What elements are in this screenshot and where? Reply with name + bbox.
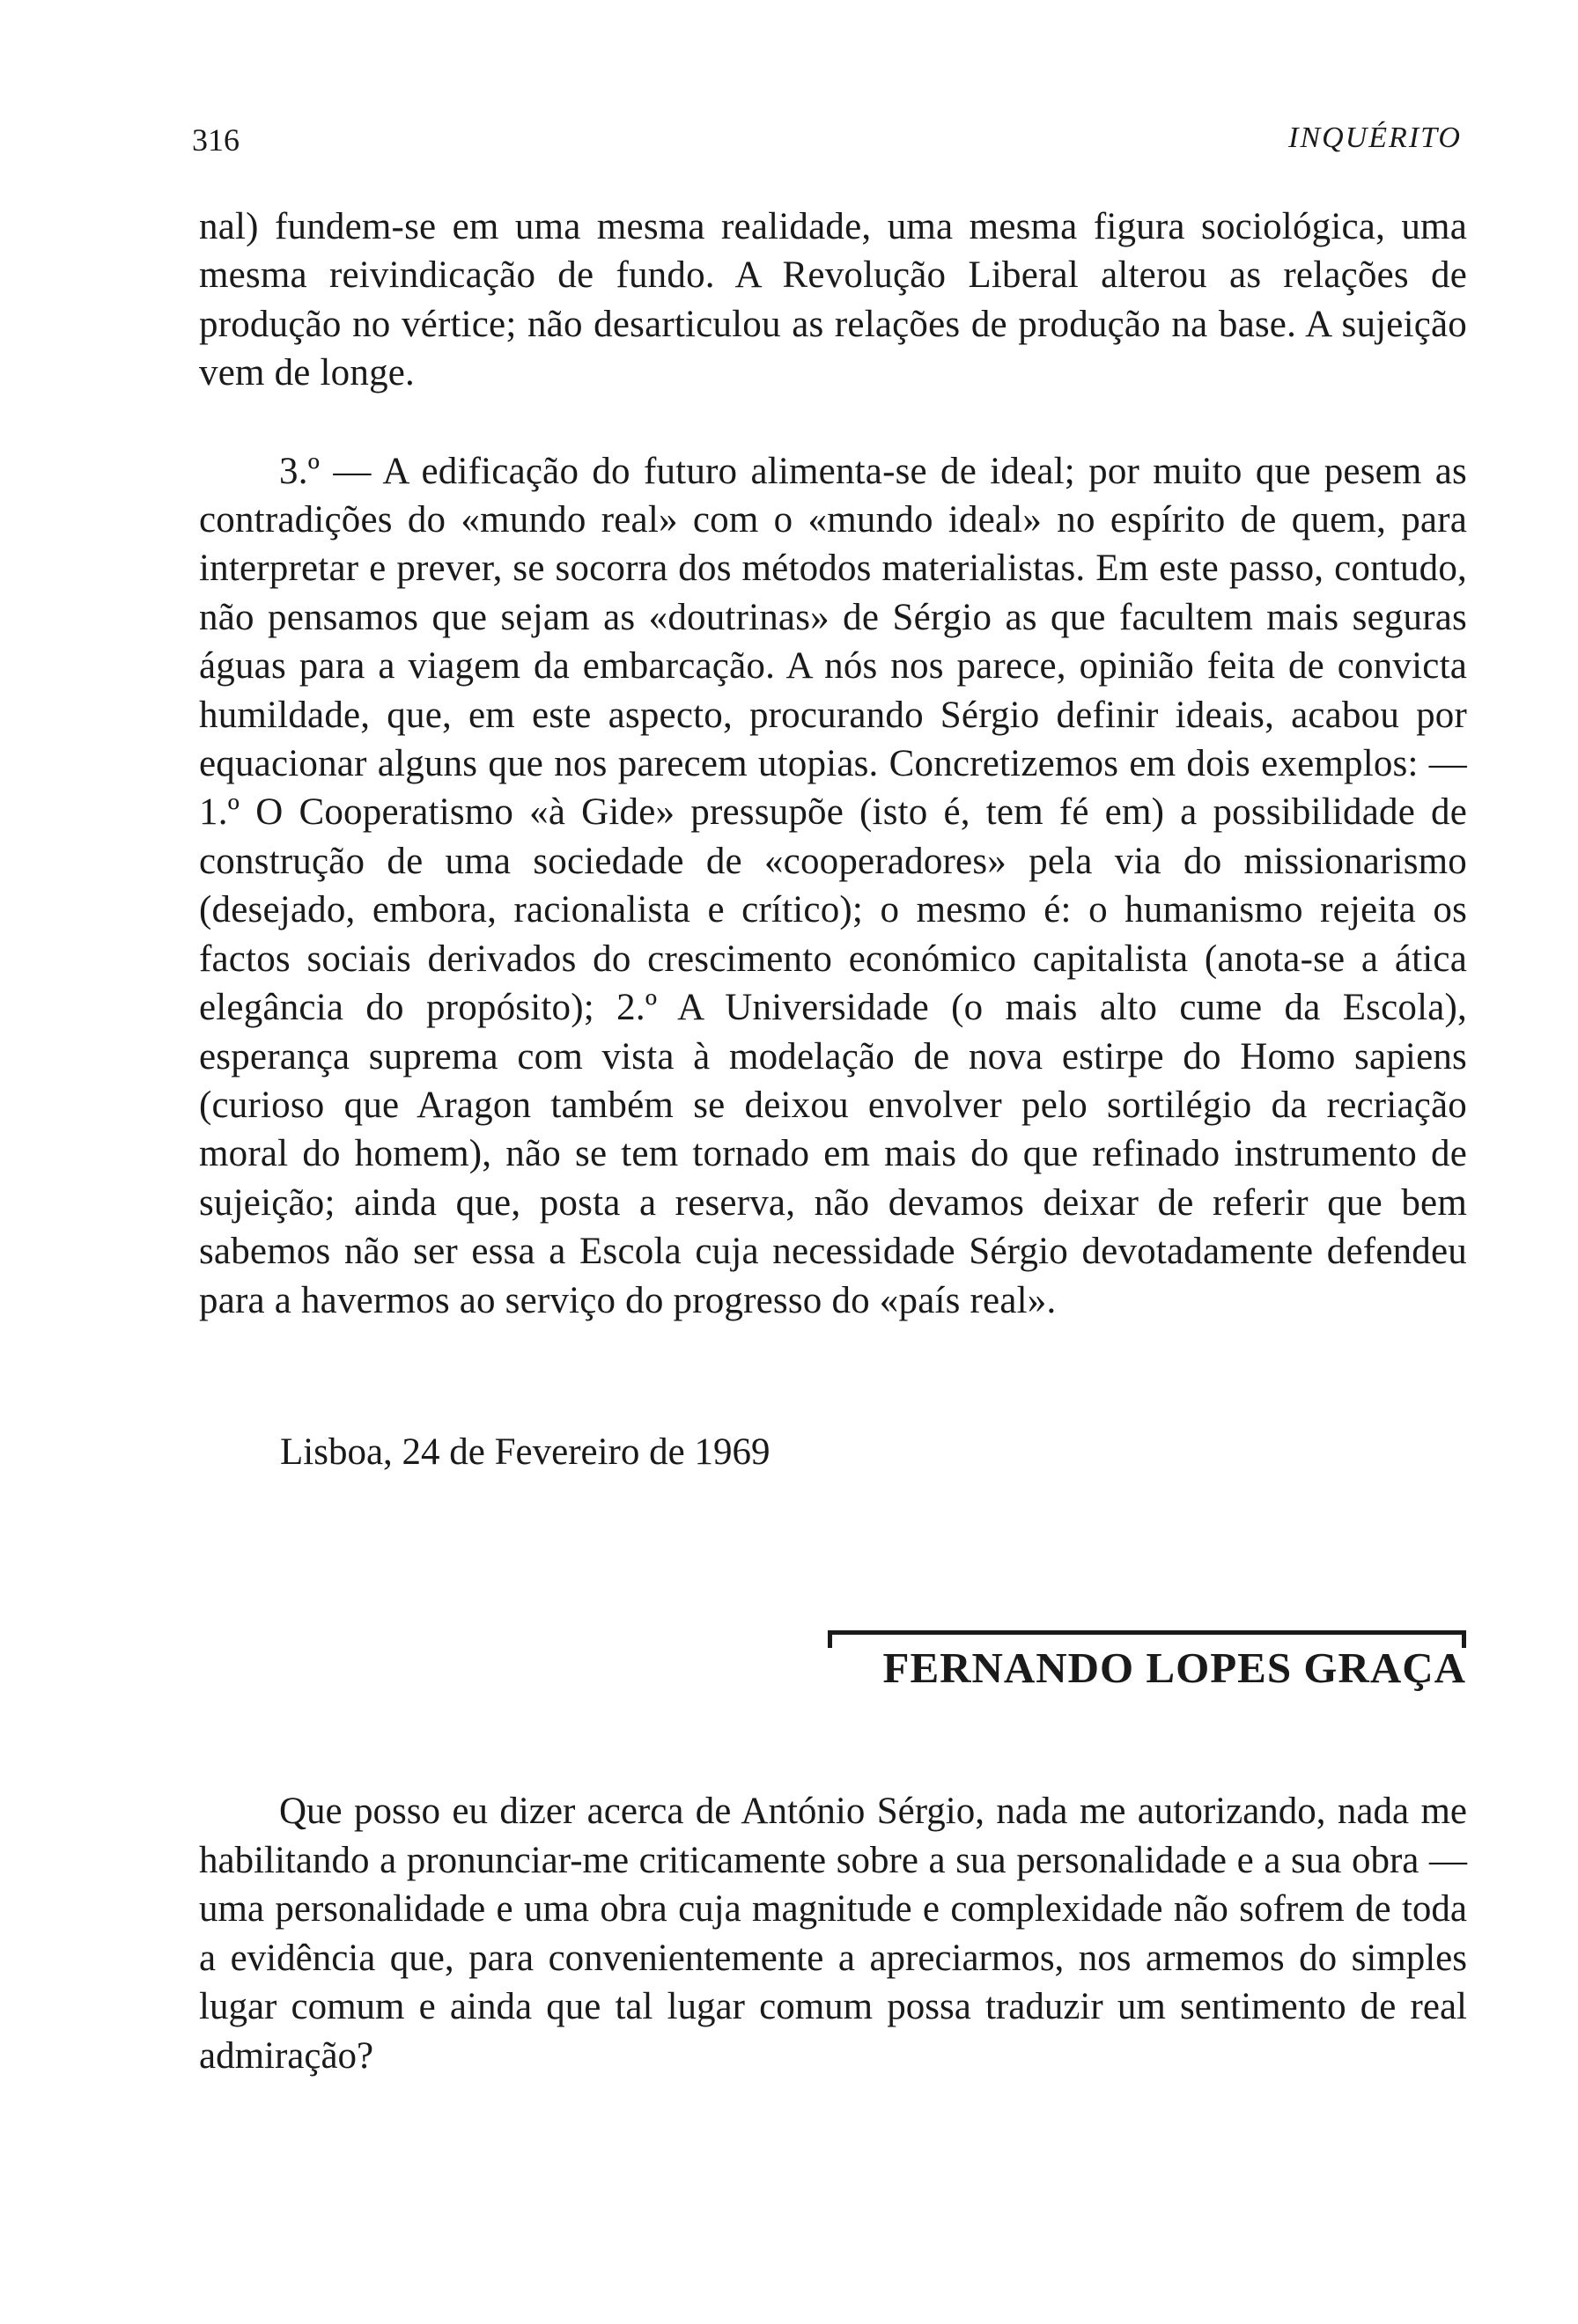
page-header [192, 121, 1462, 165]
running-head: INQUÉRITO [1288, 121, 1462, 154]
paragraph-point-3: 3.º — A edificação do futuro alimenta-se de ideal; por muito que pesem as contradições do «mundo real» com o «mundo ideal» no espírito de quem, para interpretar e prever, se socorra dos métodos materialistas. Em este passo, contudo, não pensamos que sejam as «doutrinas» de Sérgio as que facultem mais seguras águas para a viagem da embarcação. A nós nos parece, opinião feita de convicta humildade, que, em este aspecto, procurando Sérgio definir ideais, acabou por equacionar alguns que nos parecem utopias. Concretizemos em dois exemplos: — 1.º O Cooperatismo «à Gide» pressupõe (isto é, tem fé em) a possibilidade de construção de uma sociedade de «cooperadores» pela via do missionarismo (desejado, embora, racionalista e crítico); o mesmo é: o humanismo rejeita os factos sociais derivados do crescimento económico capitalista (anota-se a ática elegância do propósito); 2.º A Universidade (o mais alto cume da Escola), esperança suprema com vista à modelação de nova estirpe do Homo sapiens (curioso que Aragon também se deixou envolver pelo sortilégio da recriação moral do homem), não se tem tornado em mais do que refinado instrumento de sujeição; ainda que, posta a reserva, não devamos deixar de referir que bem sabemos não ser essa a Escola cuja necessidade Sérgio devotadamente defendeu para a havermos ao serviço do progresso do «país real». [199, 450, 1467, 1321]
page-number: 316 [192, 122, 240, 158]
author-heading-rule [828, 1630, 1466, 1635]
section-1-body [199, 202, 1467, 1325]
paragraph-continuation: nal) fundem-se em uma mesma realidade, uma mesma figura sociológica, uma mesma reivindicação de fundo. A Revolução Liberal alterou as relações de produção no vértice; não desarticulou as relações de produção na base. A sujeição vem de longe. [199, 206, 1467, 394]
author-heading: FERNANDO LOPES GRAÇA [882, 1644, 1466, 1692]
paragraph-opening: Que posso eu dizer acerca de António Sérgio, nada me autorizando, nada me habilitando a pronunciar-me criticamente sobre a sua personalidade e a sua obra — uma personalidade e uma obra cuja magnitude e complexidade não sofrem de toda a evidência que, para convenientemente a apreciarmos, nos armemos do simples lugar comum e ainda que tal lugar comum possa traduzir um sentimento de real admiração? [199, 1791, 1467, 2077]
dateline: Lisboa, 24 de Fevereiro de 1969 [280, 1431, 771, 1473]
paragraph-gap [199, 398, 1467, 447]
section-2-body [199, 1787, 1467, 2081]
